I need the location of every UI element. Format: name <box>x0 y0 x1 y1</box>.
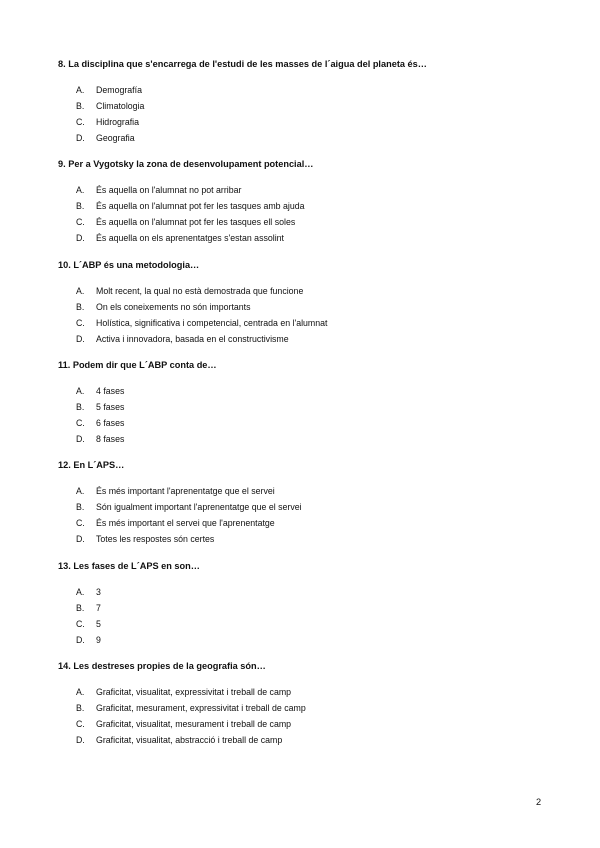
option-a <box>58 483 558 499</box>
option-text: Geografia <box>96 133 135 143</box>
question-title: 8. La disciplina que s'encarrega de l'estudi de les masses de l´aigua del planeta és… <box>58 59 427 69</box>
option-d <box>58 230 558 246</box>
option-letter: A. <box>76 486 85 496</box>
option-c <box>58 315 558 331</box>
option-letter: D. <box>76 334 85 344</box>
question-12 <box>58 459 558 547</box>
option-d <box>58 130 558 146</box>
option-list <box>58 684 558 748</box>
option-c <box>58 214 558 230</box>
option-text: Totes les respostes són certes <box>96 534 215 544</box>
question-title: 10. L´ABP és una metodologia… <box>58 260 200 270</box>
option-list <box>58 584 558 648</box>
option-text: Molt recent, la qual no està demostrada que funcione <box>96 286 304 296</box>
option-text: 9 <box>96 635 101 645</box>
option-b <box>58 499 558 515</box>
option-letter: C. <box>76 418 85 428</box>
option-c <box>58 616 558 632</box>
option-text: Holística, significativa i competencial, centrada en l'alumnat <box>96 318 328 328</box>
option-letter: D. <box>76 735 85 745</box>
question-title: 9. Per a Vygotsky la zona de desenvolupament potencial… <box>58 159 314 169</box>
option-a <box>58 283 558 299</box>
option-letter: A. <box>76 185 85 195</box>
option-letter: D. <box>76 133 85 143</box>
option-letter: D. <box>76 434 85 444</box>
option-b <box>58 299 558 315</box>
option-letter: C. <box>76 117 85 127</box>
question-9 <box>58 158 558 246</box>
option-letter: B. <box>76 603 85 613</box>
option-letter: C. <box>76 518 85 528</box>
option-text: Graficitat, mesurament, expressivitat i treball de camp <box>96 703 306 713</box>
question-13 <box>58 560 558 648</box>
option-text: 5 <box>96 619 101 629</box>
option-list <box>58 283 558 347</box>
option-letter: B. <box>76 502 85 512</box>
option-text: 6 fases <box>96 418 125 428</box>
page-number: 2 <box>536 797 542 807</box>
option-b <box>58 700 558 716</box>
option-text: És aquella on els aprenentatges s'estan assolint <box>96 233 285 243</box>
option-text: 7 <box>96 603 101 613</box>
option-letter: D. <box>76 233 85 243</box>
option-letter: B. <box>76 201 85 211</box>
option-text: Graficitat, visualitat, expressivitat i treball de camp <box>96 687 292 697</box>
option-b <box>58 198 558 214</box>
option-letter: A. <box>76 386 85 396</box>
option-c <box>58 515 558 531</box>
option-letter: C. <box>76 318 85 328</box>
option-list <box>58 182 558 246</box>
option-d <box>58 531 558 547</box>
option-letter: B. <box>76 302 85 312</box>
option-c <box>58 415 558 431</box>
option-text: És aquella on l'alumnat no pot arribar <box>96 185 242 195</box>
option-text: Activa i innovadora, basada en el constructivisme <box>96 334 289 344</box>
option-list <box>58 383 558 447</box>
option-c <box>58 114 558 130</box>
option-list <box>58 82 558 146</box>
option-text: Graficitat, visualitat, mesurament i treball de camp <box>96 719 292 729</box>
option-letter: C. <box>76 619 85 629</box>
option-letter: C. <box>76 719 85 729</box>
option-text: 8 fases <box>96 434 125 444</box>
question-8 <box>58 58 558 146</box>
question-title: 13. Les fases de L´APS en son… <box>58 561 200 571</box>
option-text: Graficitat, visualitat, abstracció i treball de camp <box>96 735 283 745</box>
option-text: Climatologia <box>96 101 145 111</box>
option-text: 3 <box>96 587 101 597</box>
option-text: On els coneixements no són importants <box>96 302 251 312</box>
option-text: És aquella on l'alumnat pot fer les tasques amb ajuda <box>96 201 305 211</box>
option-a <box>58 82 558 98</box>
option-letter: C. <box>76 217 85 227</box>
option-text: 5 fases <box>96 402 125 412</box>
option-d <box>58 331 558 347</box>
option-text: Hidrografia <box>96 117 140 127</box>
question-14 <box>58 660 558 748</box>
option-letter: D. <box>76 635 85 645</box>
option-letter: A. <box>76 587 85 597</box>
option-d <box>58 632 558 648</box>
question-title: 14. Les destreses propies de la geografia són… <box>58 661 266 671</box>
option-letter: A. <box>76 85 85 95</box>
question-10 <box>58 259 558 347</box>
option-a <box>58 383 558 399</box>
option-text: Són igualment important l'aprenentatge que el servei <box>96 502 302 512</box>
option-a <box>58 182 558 198</box>
option-letter: B. <box>76 703 85 713</box>
option-text: 4 fases <box>96 386 125 396</box>
option-d <box>58 431 558 447</box>
option-c <box>58 716 558 732</box>
option-d <box>58 732 558 748</box>
option-b <box>58 98 558 114</box>
option-text: És aquella on l'alumnat pot fer les tasques ell soles <box>96 217 296 227</box>
question-title: 11. Podem dir que L´ABP conta de… <box>58 360 217 370</box>
option-text: És més important l'aprenentatge que el servei <box>96 486 275 496</box>
option-letter: B. <box>76 402 85 412</box>
option-letter: A. <box>76 286 85 296</box>
option-text: És més important el servei que l'aprenentatge <box>96 518 275 528</box>
option-b <box>58 600 558 616</box>
question-11 <box>58 359 558 447</box>
question-title: 12. En L´APS… <box>58 460 125 470</box>
option-text: Demografía <box>96 85 142 95</box>
option-list <box>58 483 558 547</box>
option-letter: D. <box>76 534 85 544</box>
option-a <box>58 584 558 600</box>
option-letter: B. <box>76 101 85 111</box>
option-b <box>58 399 558 415</box>
option-letter: A. <box>76 687 85 697</box>
option-a <box>58 684 558 700</box>
